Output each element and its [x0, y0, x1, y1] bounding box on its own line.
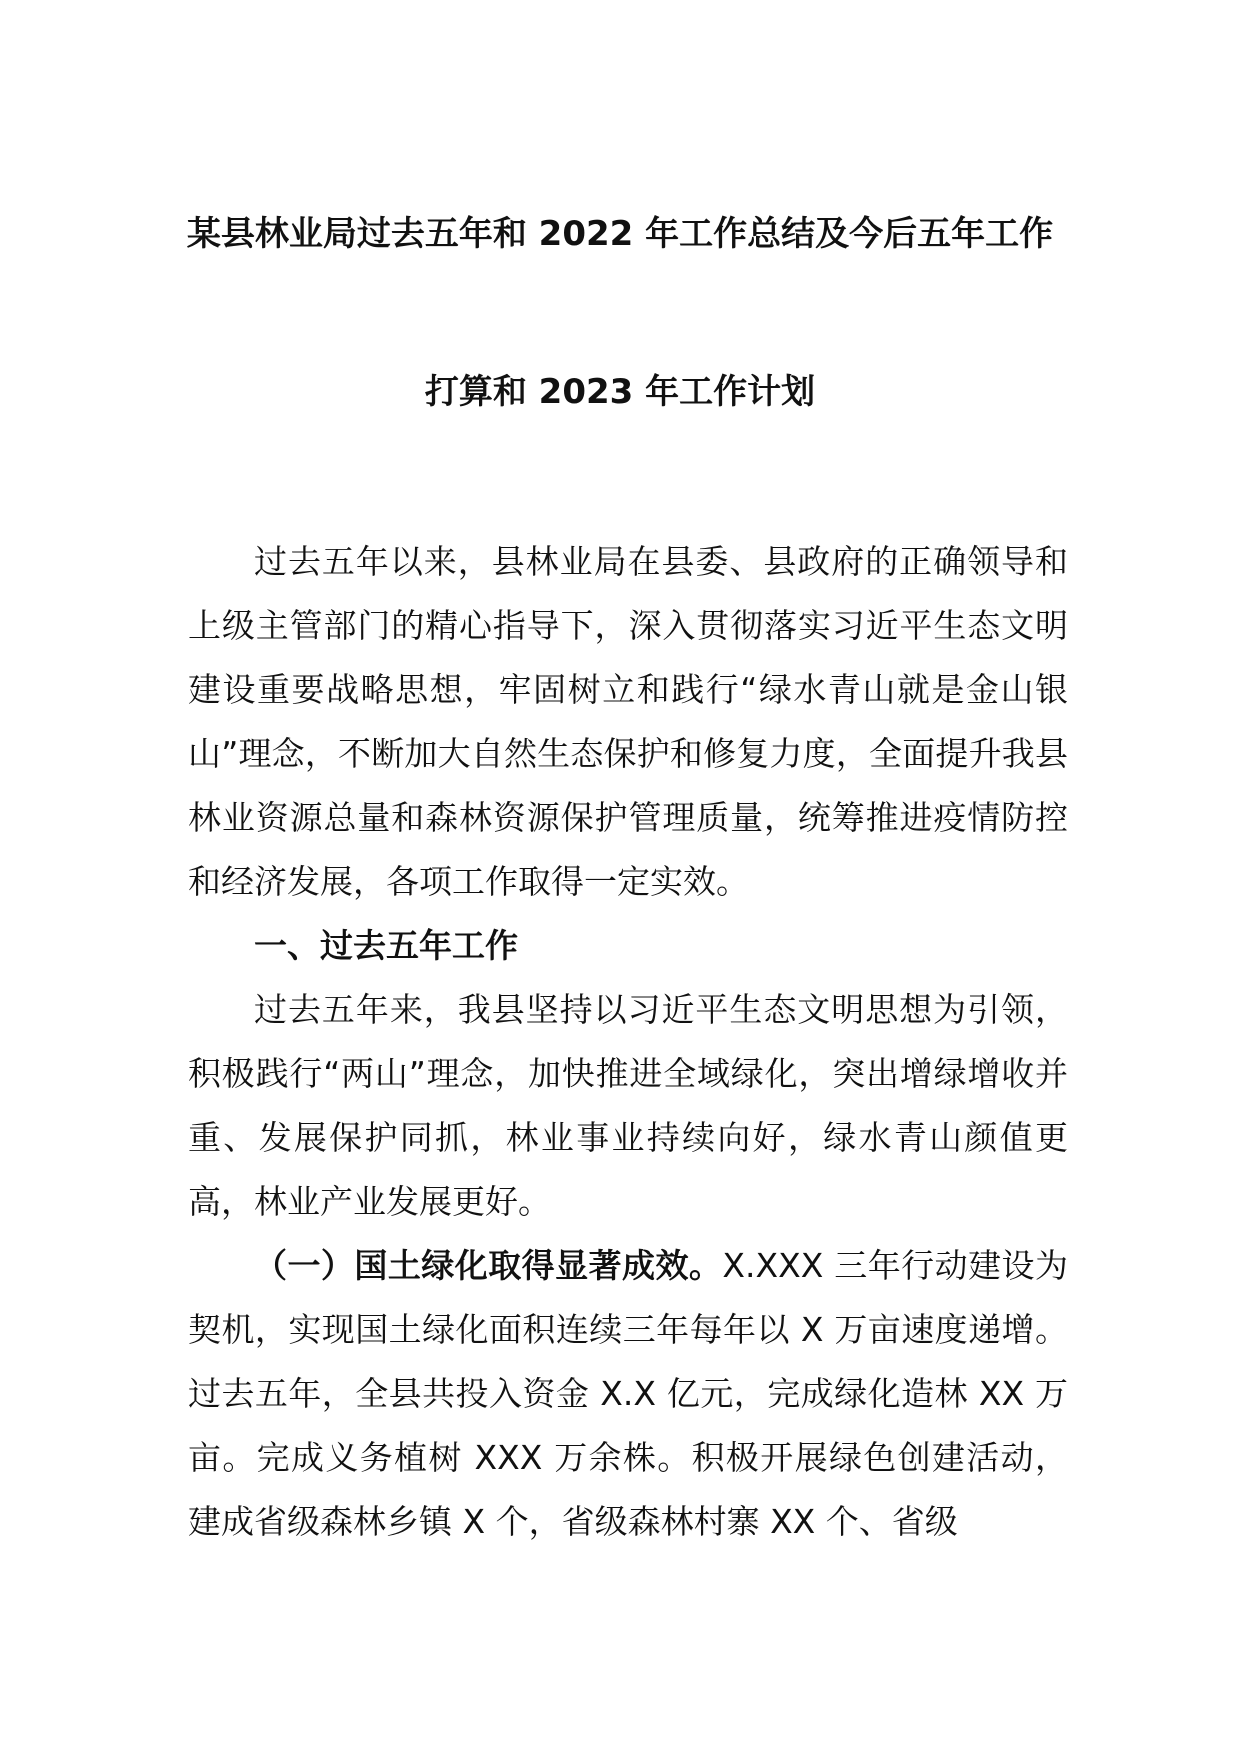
subsection-1-paragraph: [188, 1234, 1068, 1554]
subsection-1-body: X.XXX 三年行动建设为契机，实现国土绿化面积连续三年每年以 X 万亩速度递增。 过去五年，全县共投入资金 X.X 亿元，完成绿化造林 XX 万亩。完成义务植树 XXX 万余株。积极开展绿色创建活动，建成省级森林乡镇 X 个，省级森林村寨 XX 个、省级: [188, 1246, 1068, 1541]
document-title-line-1: 某县林业局过去五年和 2022 年工作总结及今后五年工作: [186, 214, 1054, 254]
document-body: [188, 530, 1068, 1554]
document-title-line-2: 打算和 2023 年工作计划: [424, 372, 816, 412]
section-heading-past-five-years: 一、过去五年工作: [254, 926, 518, 965]
section-1-paragraph: 过去五年来，我县坚持以习近平生态文明思想为引领，积极践行“两山”理念，加快推进全域绿化，突出增绿增收并重、发展保护同抓，林业事业持续向好，绿水青山颜值更高，林业产业发展更好。: [188, 990, 1068, 1221]
intro-paragraph: 过去五年以来，县林业局在县委、县政府的正确领导和上级主管部门的精心指导下，深入贯彻落实习近平生态文明建设重要战略思想，牢固树立和践行“绿水青山就是金山银山”理念，不断加大自然生态保护和修复力度，全面提升我县林业资源总量和森林资源保护管理质量，统筹推进疫情防控和经济发展，各项工作取得一定实效。: [188, 542, 1068, 901]
subsection-1-heading: （一）国土绿化取得显著成效。: [254, 1246, 723, 1285]
